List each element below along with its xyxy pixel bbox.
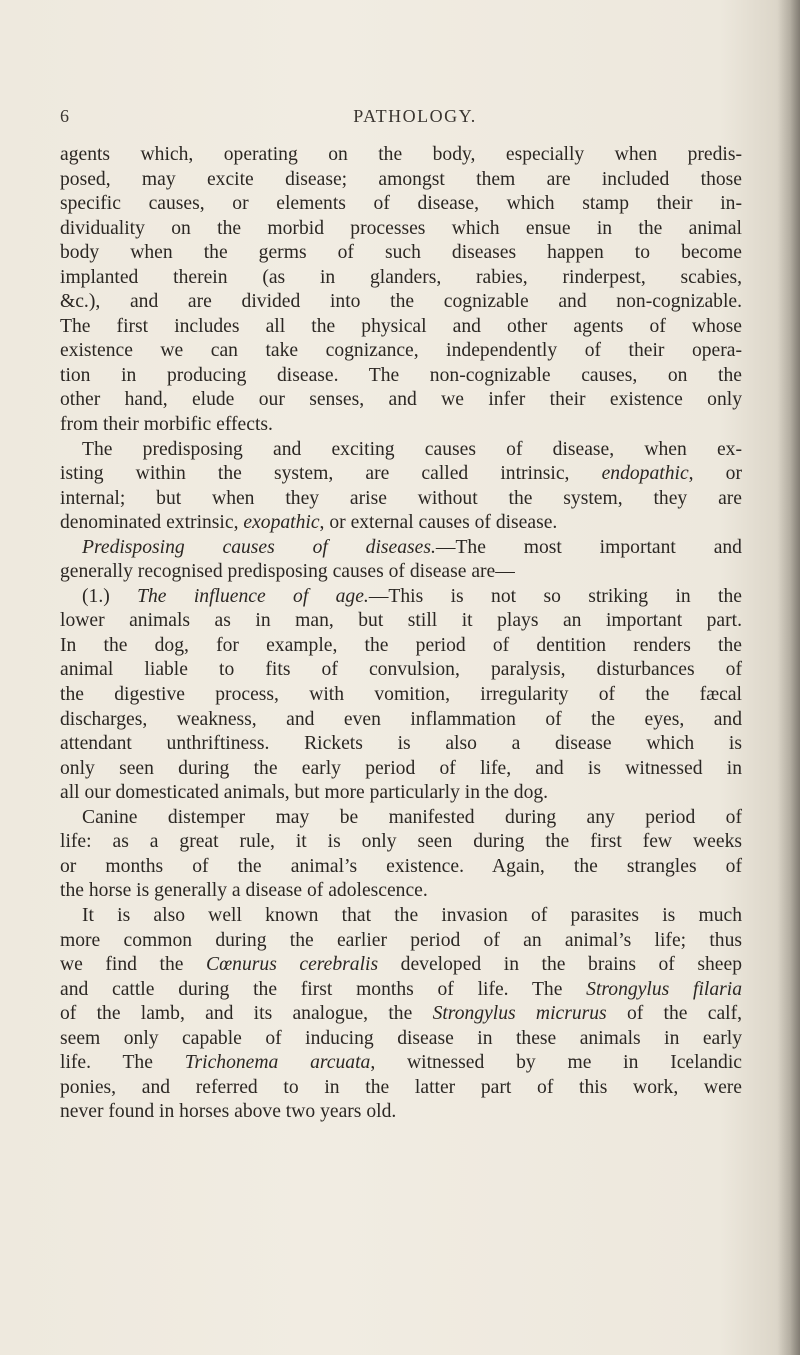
text-run: from their morbific effects.	[60, 414, 273, 436]
text-line	[60, 511, 742, 536]
text-line	[60, 1027, 742, 1052]
text-run: developed in the brains of sheep	[378, 954, 742, 976]
text-line	[60, 143, 742, 168]
text-line	[60, 462, 742, 487]
page-number: 6	[60, 106, 71, 126]
italic-run: Strongylus micrurus	[432, 1003, 607, 1025]
text-line	[60, 658, 742, 683]
text-run: more common during the earlier period of an animal’s life; thus	[60, 929, 742, 951]
text-run: Canine distemper may be manifested during any period of	[82, 806, 742, 828]
text-run: The predisposing and exciting causes of disease, when ex-	[82, 438, 742, 460]
text-line	[60, 487, 742, 512]
text-run: the horse is generally a disease of adolescence.	[60, 880, 428, 902]
text-run: isting within the system, are called intrinsic,	[60, 463, 602, 485]
running-head	[60, 106, 750, 136]
text-run: specific causes, or elements of disease, which stamp their in-	[60, 193, 742, 215]
text-run: only seen during the early period of life, and is witnessed in	[60, 757, 742, 779]
text-line	[60, 438, 742, 463]
text-line	[60, 830, 742, 855]
text-line	[60, 364, 742, 389]
text-line	[60, 168, 742, 193]
text-run: of the calf,	[606, 1003, 743, 1025]
text-run: , witnessed by me in Icelandic	[370, 1052, 742, 1074]
page-edge-shadow	[778, 0, 800, 1355]
text-run: In the dog, for example, the period of dentition renders the	[60, 634, 742, 656]
text-run: , or	[688, 463, 742, 485]
text-line	[60, 929, 742, 954]
text-run: other hand, elude our senses, and we infer their existence only	[60, 389, 742, 411]
text-line	[60, 757, 742, 782]
text-line	[60, 855, 742, 880]
text-run: generally recognised predisposing causes of disease are—	[60, 561, 515, 583]
running-title: PATHOLOGY.	[353, 106, 477, 126]
text-line	[60, 683, 742, 708]
text-line	[60, 634, 742, 659]
italic-run: Cœnurus cerebralis	[206, 954, 379, 976]
text-run: tion in producing disease. The non-cognizable causes, on the	[60, 364, 742, 386]
text-run: posed, may excite disease; amongst them are included those	[60, 168, 742, 190]
text-run: the digestive process, with vomition, irregularity of the fæcal	[60, 684, 742, 706]
text-run: dividuality on the morbid processes which ensue in the animal	[60, 217, 742, 239]
text-run: discharges, weakness, and even inflammation of the eyes, and	[60, 708, 742, 730]
text-line	[60, 339, 742, 364]
italic-run: Predisposing causes of diseases.	[82, 536, 436, 558]
text-run: animal liable to fits of convulsion, paralysis, disturbances of	[60, 659, 742, 681]
text-line	[60, 192, 742, 217]
text-line	[60, 1051, 742, 1076]
text-line	[60, 904, 742, 929]
text-line	[60, 241, 742, 266]
text-line	[60, 978, 742, 1003]
text-run: , or external causes of disease.	[319, 512, 558, 534]
text-run: (1.)	[82, 585, 138, 607]
text-line	[60, 560, 742, 585]
text-line	[60, 315, 742, 340]
text-line	[60, 413, 742, 438]
text-line	[60, 266, 742, 291]
text-run: and cattle during the first months of life. The	[60, 978, 587, 1000]
text-line	[60, 1002, 742, 1027]
text-line	[60, 708, 742, 733]
text-run: never found in horses above two years old.	[60, 1101, 397, 1123]
text-run: agents which, operating on the body, especially when predis-	[60, 144, 742, 165]
text-line	[60, 781, 742, 806]
text-line	[60, 1076, 742, 1101]
italic-run: Trichonema arcuata	[184, 1052, 371, 1074]
text-line	[60, 585, 742, 610]
italic-run: The influence of age.	[137, 585, 369, 607]
text-line	[60, 953, 742, 978]
text-line	[60, 290, 742, 315]
text-line	[60, 806, 742, 831]
text-run: life. The	[60, 1052, 185, 1074]
text-run: It is also well known that the invasion of parasites is much	[82, 904, 742, 926]
text-line	[60, 536, 742, 561]
text-run: of the lamb, and its analogue, the	[60, 1003, 433, 1025]
text-line	[60, 732, 742, 757]
text-run: ponies, and referred to in the latter part of this work, were	[60, 1076, 742, 1098]
italic-run: exopathic	[243, 512, 320, 534]
text-run: or months of the animal’s existence. Again, the strangles of	[60, 855, 742, 877]
italic-run: Strongylus filaria	[586, 978, 742, 1000]
text-run: life: as a great rule, it is only seen during the first few weeks	[60, 831, 742, 853]
text-run: attendant unthriftiness. Rickets is also a disease which is	[60, 733, 742, 755]
text-run: —The most important and	[435, 536, 742, 558]
text-run: &c.), and are divided into the cognizable and non-cognizable.	[60, 291, 742, 313]
text-run: implanted therein (as in glanders, rabies, rinderpest, scabies,	[60, 266, 742, 288]
text-line	[60, 1100, 742, 1125]
body-text	[60, 143, 742, 1125]
italic-run: endopathic	[601, 463, 689, 485]
text-run: denominated extrinsic,	[60, 512, 244, 534]
text-run: body when the germs of such diseases happen to become	[60, 242, 742, 264]
text-run: existence we can take cognizance, independently of their opera-	[60, 340, 742, 362]
text-line	[60, 879, 742, 904]
text-line	[60, 609, 742, 634]
text-line	[60, 217, 742, 242]
text-run: lower animals as in man, but still it plays an important part.	[60, 610, 742, 632]
text-run: —This is not so striking in the	[368, 585, 742, 607]
text-run: we find the	[60, 954, 207, 976]
text-run: internal; but when they arise without the system, they are	[60, 487, 742, 509]
text-run: The first includes all the physical and other agents of whose	[60, 315, 742, 337]
text-run: all our domesticated animals, but more particularly in the dog.	[60, 782, 549, 804]
text-line	[60, 388, 742, 413]
text-run: seem only capable of inducing disease in these animals in early	[60, 1027, 742, 1049]
